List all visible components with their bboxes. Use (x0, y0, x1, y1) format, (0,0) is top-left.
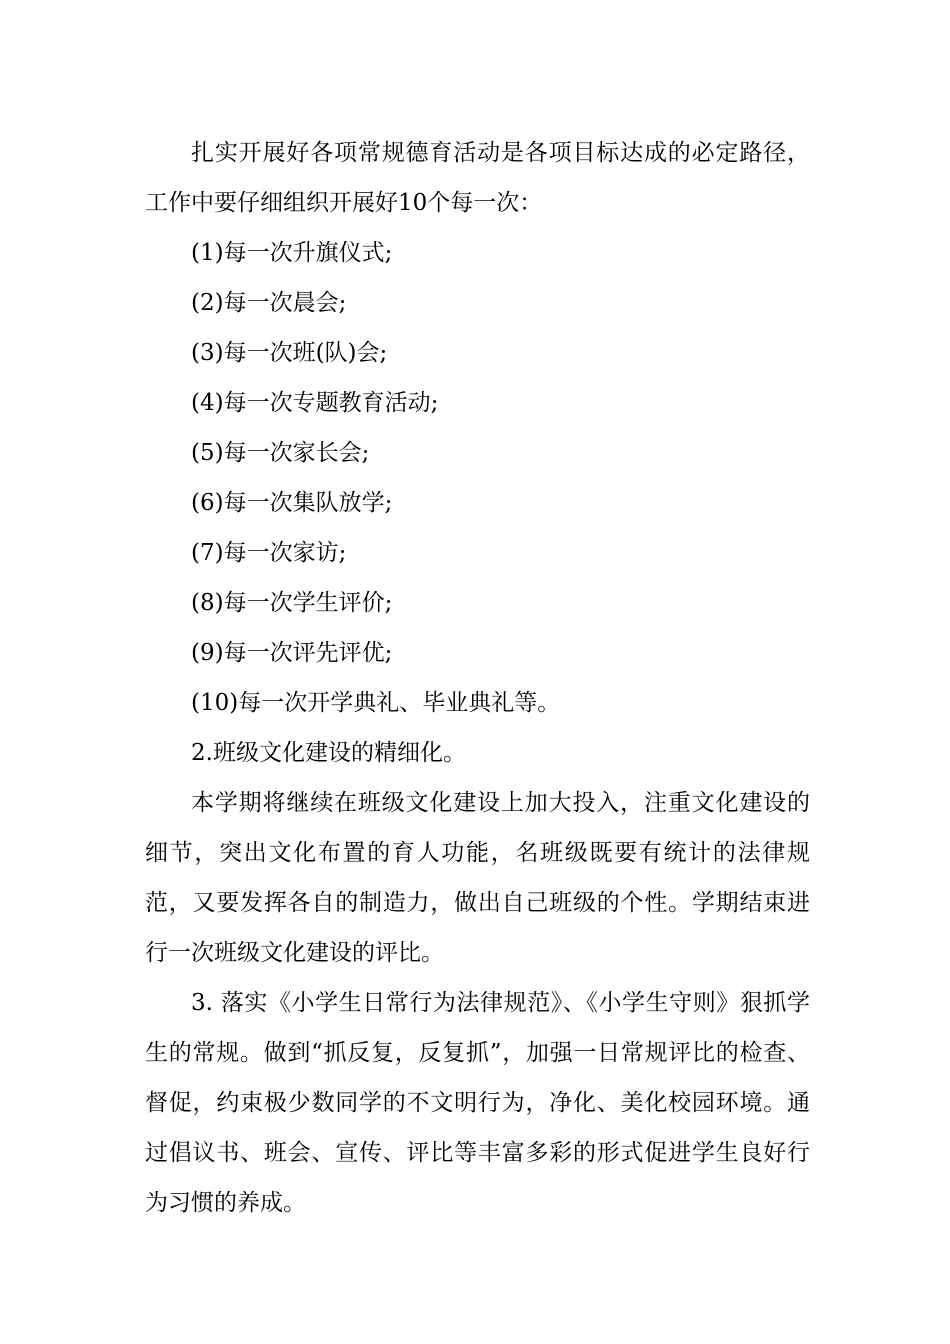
section2-paragraph: 本学期将继续在班级文化建设上加大投入，注重文化建设的细节，突出文化布置的育人功能，名班级既要有统计的法律规范，又要发挥各自的制造力，做出自己班级的个性。学期结束进行一次班级文化建设的评比。 (145, 790, 810, 966)
list-item: (10)每一次开学典礼、毕业典礼等。 (191, 690, 561, 716)
section3-paragraph: 3. 落实《小学生日常行为法律规范》、《小学生守则》狠抓学生的常规。做到“抓反复，反复抓”，加强一日常规评比的检查、督促，约束极少数同学的不文明行为，净化、美化校园环境。通过倡议书、班会、宣传、评比等丰富多彩的形式促进学生良好行为习惯的养成。 (145, 990, 810, 1216)
list-item: (3)每一次班(队)会; (191, 340, 388, 366)
section2-heading: 2.班级文化建设的精细化。 (191, 740, 466, 766)
list-item: (6)每一次集队放学; (191, 490, 393, 516)
list-item: (7)每一次家访; (191, 540, 347, 566)
list-item: (2)每一次晨会; (191, 290, 347, 316)
list-item: (8)每一次学生评价; (191, 590, 393, 616)
document-body (145, 128, 810, 1228)
list-item: (1)每一次升旗仪式; (191, 240, 393, 266)
list-item: (4)每一次专题教育活动; (191, 390, 439, 416)
intro-paragraph: 扎实开展好各项常规德育活动是各项目标达成的必定路径，工作中要仔细组织开展好10个每一次： (145, 140, 810, 216)
list-item: (9)每一次评先评优; (191, 640, 393, 666)
list-item: (5)每一次家长会; (191, 440, 370, 466)
